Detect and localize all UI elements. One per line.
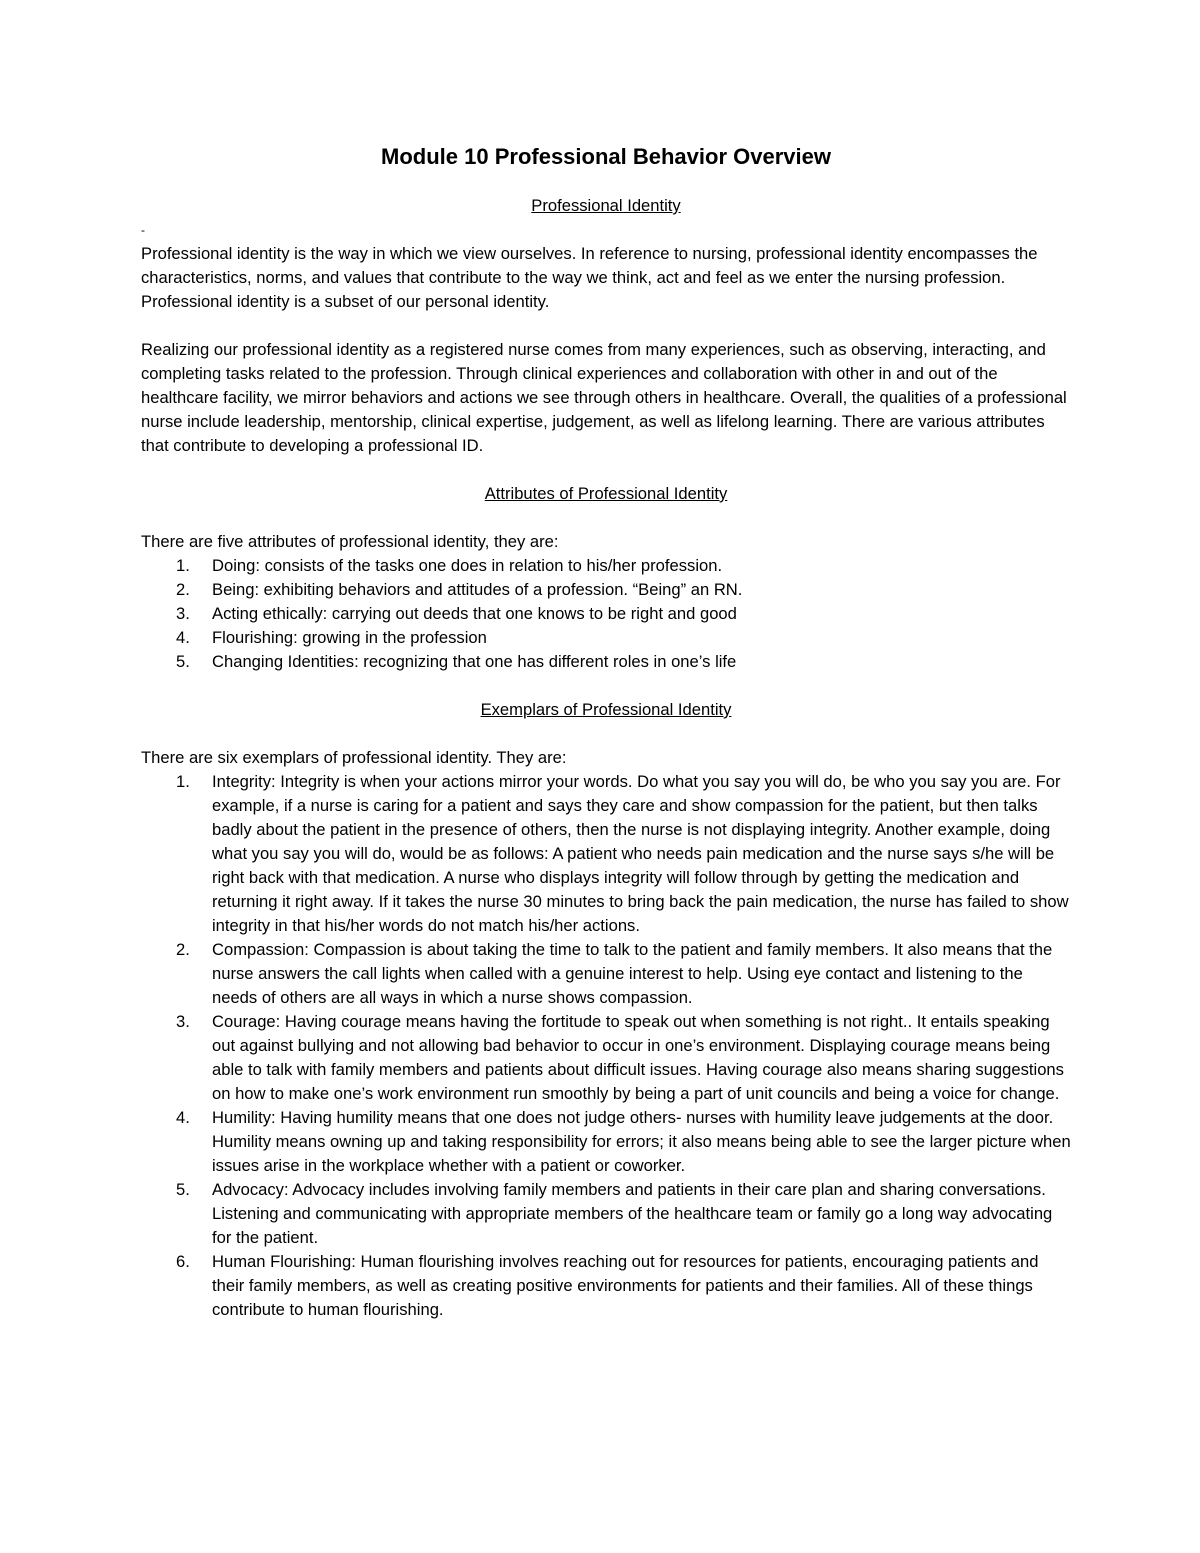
list-item: 4. Humility: Having humility means that one does not judge others- nurses with humility leave judgements at the door. Humility means owning up and taking responsibility for errors; it also means being able to see the larger picture when issues arise in the workplace whether with a patient or coworker. — [176, 1108, 1071, 1175]
list-item: 1. Doing: consists of the tasks one does in relation to his/her profession. — [176, 556, 723, 575]
exemplars-intro: There are six exemplars of professional identity. They are: — [141, 748, 567, 767]
list-item: 4. Flourishing: growing in the profession — [176, 628, 487, 647]
document-title: Module 10 Professional Behavior Overview — [381, 144, 831, 169]
attributes-list — [141, 554, 1071, 674]
list-item: 2. Being: exhibiting behaviors and attitudes of a profession. “Being” an RN. — [176, 580, 743, 599]
list-item: 3. Courage: Having courage means having the fortitude to speak out when something is not right.. It entails speaking out against bullying and not allowing bad behavior to occur in one’s environment. Displaying courage means being able to talk with family members and patients about difficult issues. Having courage also means sharing suggestions on how to make one’s work environment run smoothly by being a part of unit councils and being a voice for change. — [176, 1012, 1064, 1103]
attributes-intro: There are five attributes of professional identity, they are: — [141, 532, 559, 551]
list-item: 6. Human Flourishing: Human flourishing involves reaching out for resources for patients, encouraging patients and their family members, as well as creating positive environments for patients and their families. All of these things contribute to human flourishing. — [176, 1252, 1039, 1319]
list-item: 1. Integrity: Integrity is when your actions mirror your words. Do what you say you will do, be who you say you are. For example, if a nurse is caring for a patient and says they care and show compassion for the patient, but then talks badly about the patient in the presence of others, then the nurse is not displaying integrity. Another example, doing what you say you will do, would be as follows: A patient who needs pain medication and the nurse says s/he will be right back with that medication. A nurse who displays integrity will follow through by getting the medication and returning it right away. If it takes the nurse 30 minutes to bring back the pain medication, the nurse has failed to show integrity in that his/her words do not match his/her actions. — [176, 772, 1069, 935]
heading-attributes: Attributes of Professional Identity — [484, 484, 728, 503]
list-item: 2. Compassion: Compassion is about taking the time to talk to the patient and family members. It also means that the nurse answers the call lights when called with a genuine interest to help. Using eye contact and listening to the needs of others are all ways in which a nurse shows compassion. — [176, 940, 1053, 1007]
list-item: 5. Changing Identities: recognizing that one has different roles in one’s life — [176, 652, 737, 671]
paragraph-definition: Professional identity is the way in which we view ourselves. In reference to nursing, professional identity encompasses the characteristics, norms, and values that contribute to the way we think, act and feel as we enter the nursing profession. Professional identity is a subset of our personal identity. — [141, 244, 1038, 311]
document-page — [141, 140, 1071, 1322]
list-item: 5. Advocacy: Advocacy includes involving family members and patients in their care plan and sharing conversations. Listening and communicating with appropriate members of the healthcare team or family go a long way advocating for the patient. — [176, 1180, 1053, 1247]
section-marker: - — [141, 223, 145, 237]
paragraph-realizing: Realizing our professional identity as a registered nurse comes from many experiences, such as observing, interacting, and completing tasks related to the profession. Through clinical experiences and collaboration with other in and out of the healthcare facility, we mirror behaviors and actions we see through others in healthcare. Overall, the qualities of a professional nurse include leadership, mentorship, clinical expertise, judgement, as well as lifelong learning. There are various attributes that contribute to developing a professional ID. — [141, 340, 1067, 455]
exemplars-list — [141, 770, 1071, 1322]
heading-professional-identity: Professional Identity — [531, 196, 681, 215]
list-item: 3. Acting ethically: carrying out deeds that one knows to be right and good — [176, 604, 737, 623]
heading-exemplars: Exemplars of Professional Identity — [480, 700, 732, 719]
